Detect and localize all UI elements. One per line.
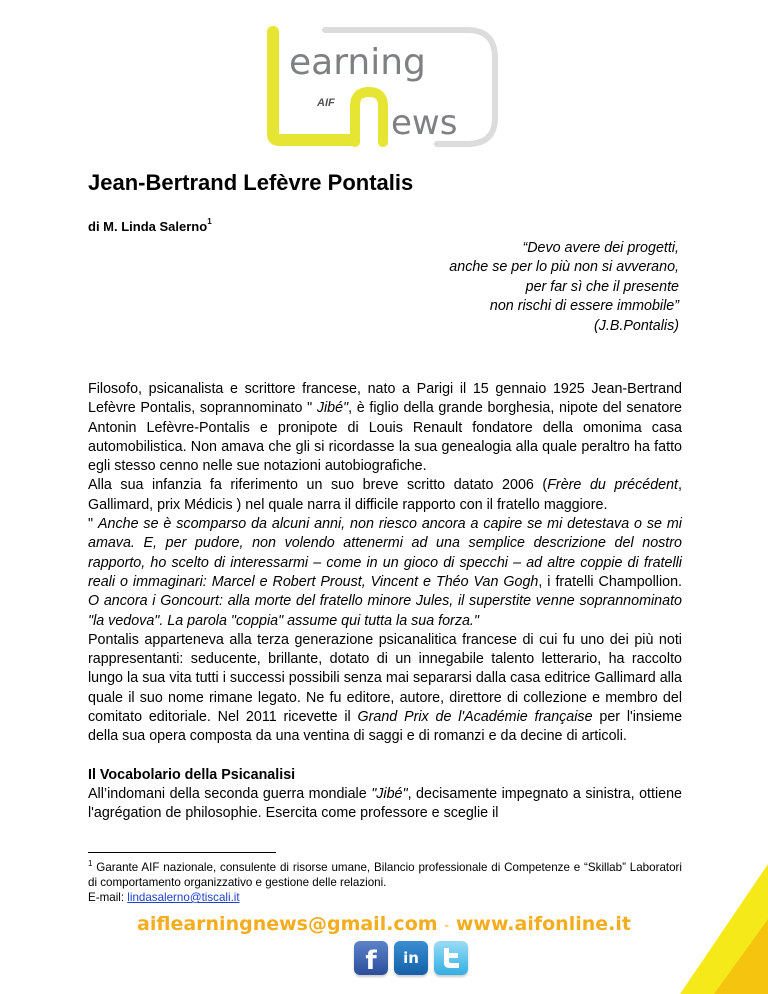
paragraph-career: Pontalis apparteneva alla terza generazione psicanalitica francese di cui fu uno dei più noti rappresentanti: seducente, brillante, dotato di un innegabile talento letterario, ha raccolto lungo la sua vita tutti i successi possibili senza mai separarsi dalla casa editrice Gallimard alla quale il suo nome rimane legato. Ne fu editore, autore, direttore di collezione e membro del comitato editoriale. Nel 2011 ricevette il Grand Prix de l'Académie française per l'insieme della sua opera composta da una ventina di saggi e di romanzi e da decine di articoli. bbox=[88, 631, 683, 745]
quote-line: non rischi di essere immobile” bbox=[489, 298, 679, 315]
facebook-icon[interactable]: f bbox=[354, 941, 388, 975]
quote-attribution: (J.B.Pontalis) bbox=[593, 317, 679, 334]
footnote bbox=[88, 856, 682, 905]
article-body bbox=[88, 380, 682, 824]
social-links bbox=[354, 941, 468, 975]
logo-bottom-text: ews bbox=[391, 103, 458, 143]
paragraph-vocabolario: All’indomani della seconda guerra mondiale "Jibé", decisamente impegnato a sinistra, ottiene l'agrégation de philosophie. Esercita come professore e sceglie il bbox=[88, 785, 682, 822]
byline-footnote-ref: 1 bbox=[207, 217, 212, 226]
byline bbox=[88, 217, 212, 234]
logo-top-text: earning bbox=[289, 42, 426, 83]
logo-brand-text: AIF bbox=[317, 97, 335, 109]
quote-line: per far sì che il presente bbox=[525, 278, 679, 295]
byline-text: di M. Linda Salerno bbox=[88, 219, 208, 234]
linkedin-icon[interactable]: in bbox=[394, 941, 428, 975]
footnote-email-link[interactable]: lindasalerno@tiscali.it bbox=[127, 891, 240, 904]
article-title: Jean-Bertrand Lefèvre Pontalis bbox=[88, 170, 414, 195]
footnote-email-label: E-mail: bbox=[88, 891, 128, 904]
footnote-number: 1 bbox=[88, 859, 93, 868]
paragraph-quote-brother: " Anche se è scomparso da alcuni anni, non riesco ancora a capire se mi detestava o se mi amava. E, per pudore, non volendo attenermi ad una semplice descrizione del nostro rapporto, ho scelto di interessarmi – come in un gioco di specchi – ad altre coppie di fratelli reali o immaginari: Marcel e Robert Proust, Vincent e Théo Van Gogh, i fratelli Champollion. O ancora i Goncourt: alla morte del fratello minore Jules, il superstite venne soprannominato "la vedova". La parola "coppia" assume qui tutta la sua forza." bbox=[88, 516, 682, 629]
twitter-icon[interactable] bbox=[434, 941, 468, 975]
paragraph-childhood: Alla sua infanzia fa riferimento un suo breve scritto datato 2006 (Frère du précédent, Gallimard, prix Médicis ) nel quale narra il difficile rapporto con il fratello maggiore. bbox=[88, 477, 683, 513]
section-heading: Il Vocabolario della Psicanalisi bbox=[88, 766, 296, 783]
learning-news-logo bbox=[255, 22, 507, 150]
corner-decoration bbox=[680, 864, 768, 994]
paragraph-intro: Filosofo, psicanalista e scrittore francese, nato a Parigi il 15 gennaio 1925 Jean-Bertrand Lefèvre Pontalis, soprannominato " Jibé", è figlio della grande borghesia, nipote del senatore Antonin Lefèvre-Pontalis e pronipote di Louis Renault fondatore della omonima casa automobilistica. Non amava che gli si ricordasse la sua genealogia alla quale peraltro ha fatto egli stesso cenno nelle sue notazioni autobiografiche. bbox=[88, 381, 683, 475]
footer-separator: - bbox=[444, 918, 450, 934]
footnote-text: Garante AIF nazionale, consulente di risorse umane, Bilancio professionale di Competenze e “Skillab” Laboratori di comportamento organizzativo e gestione delle relazioni. bbox=[88, 861, 682, 889]
footer-contacts bbox=[0, 913, 768, 935]
footer-email[interactable]: aiflearningnews@gmail.com bbox=[137, 913, 438, 935]
footer-website[interactable]: www.aifonline.it bbox=[455, 913, 631, 935]
epigraph-quote bbox=[449, 239, 679, 336]
quote-line: anche se per lo più non si avverano, bbox=[449, 259, 679, 276]
footnote-divider bbox=[88, 852, 276, 853]
quote-line: “Devo avere dei progetti, bbox=[522, 240, 679, 256]
